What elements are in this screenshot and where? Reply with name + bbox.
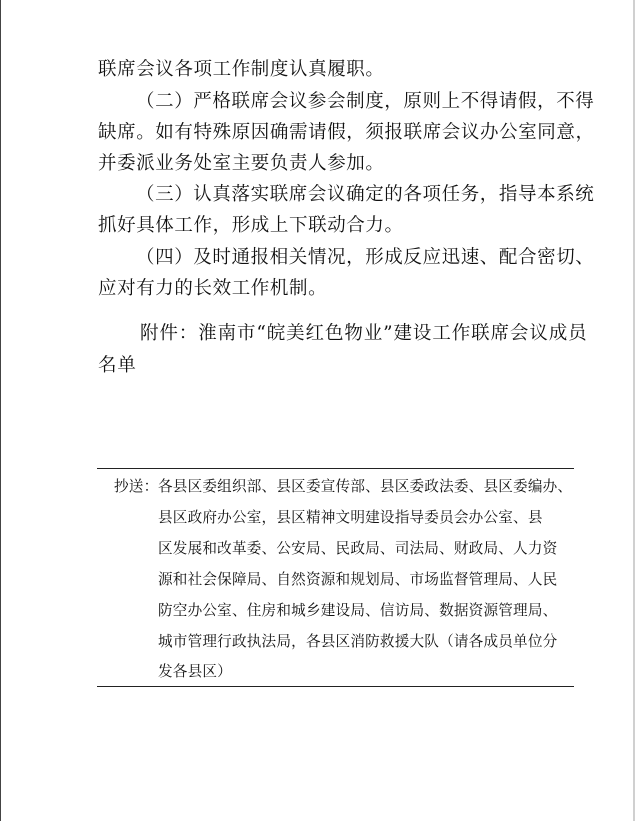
cc-line-1: 各县区委组织部、县区委宣传部、县区委政法委、县区委编办、 (158, 478, 573, 495)
cc-line-7: 发各县区） (158, 663, 232, 680)
body-line-3: 缺席。如有特殊原因确需请假，须报联席会议办公室同意， (98, 122, 595, 143)
cc-line-6: 城市管理行政执法局，各县区消防救援大队（请各成员单位分 (158, 633, 558, 650)
attachment-line-1: 附件：淮南市“皖美红色物业”建设工作联席会议成员 (140, 323, 588, 344)
page-left-edge (0, 0, 1, 821)
cc-bottom-rule (97, 686, 574, 687)
body-line-6: 抓好具体工作，形成上下联动合力。 (98, 215, 404, 236)
body-line-2: （二）严格联席会议参会制度，原则上不得请假，不得 (136, 91, 595, 112)
body-line-4: 并委派业务处室主要负责人参加。 (98, 153, 385, 174)
cc-line-5: 防空办公室、住房和城乡建设局、信访局、数据资源管理局、 (158, 602, 558, 619)
cc-label: 抄送： (114, 478, 159, 495)
body-line-5: （三）认真落实联席会议确定的各项任务，指导本系统 (136, 184, 595, 205)
cc-top-rule (97, 468, 574, 469)
cc-line-3: 区发展和改革委、公安局、民政局、司法局、财政局、人力资 (158, 540, 558, 557)
cc-line-2: 县区政府办公室，县区精神文明建设指导委员会办公室、县 (158, 509, 543, 526)
cc-line-4: 源和社会保障局、自然资源和规划局、市场监督管理局、人民 (158, 571, 558, 588)
attachment-line-2: 名单 (98, 355, 137, 376)
body-line-1: 联席会议各项工作制度认真履职。 (98, 59, 385, 80)
body-line-8: 应对有力的长效工作机制。 (98, 278, 328, 299)
body-line-7: （四）及时通报相关情况，形成反应迅速、配合密切、 (136, 247, 595, 268)
